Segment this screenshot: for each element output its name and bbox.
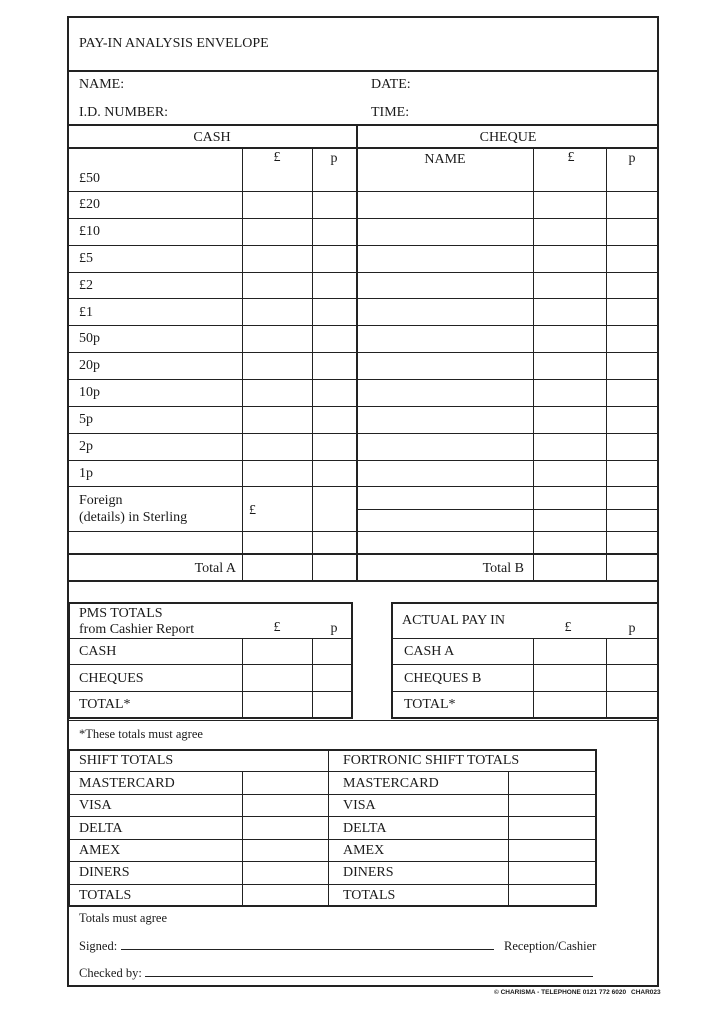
row-line [68, 531, 658, 532]
denomination-label: 2p [79, 439, 93, 454]
pms-row-label: CASH [79, 644, 117, 659]
cash-cheque-divider [356, 125, 358, 581]
denomination-label: 10p [79, 385, 100, 400]
divider [68, 70, 658, 72]
row-line [69, 861, 596, 862]
denomination-label: £1 [79, 305, 93, 320]
signed-label: Signed: [79, 939, 118, 953]
pms-row-label: TOTAL* [79, 697, 131, 712]
denomination-label: £10 [79, 224, 100, 239]
footer-code: CHAR023 [631, 989, 661, 996]
checked-by-label: Checked by: [79, 966, 142, 980]
denomination-label: £2 [79, 278, 93, 293]
cash-pence-line [312, 148, 313, 580]
date-field[interactable] [420, 74, 650, 94]
signed-role: Reception/Cashier [504, 939, 597, 953]
row-line [68, 245, 658, 246]
actual-row-label: CHEQUES B [404, 671, 482, 686]
fortronic-row-label: DELTA [343, 821, 387, 836]
fortronic-row-label: DINERS [343, 865, 394, 880]
cash-pence-header: p [330, 151, 338, 166]
row-line [68, 352, 658, 353]
row-line [392, 664, 658, 665]
cheque-pence-header: p [628, 151, 636, 166]
row-line [68, 325, 658, 326]
name-label: NAME: [79, 77, 125, 92]
denomination-label: £20 [79, 197, 100, 212]
actual-pounds-line [533, 638, 534, 718]
date-label: DATE: [371, 77, 411, 92]
row-line [357, 509, 658, 510]
row-line [392, 638, 658, 639]
row-line [392, 691, 658, 692]
row-line [68, 272, 658, 273]
pms-pence-header: p [330, 621, 338, 636]
shift-row-label: MASTERCARD [79, 776, 175, 791]
fortronic-row-label: AMEX [343, 843, 385, 858]
denomination-label: 1p [79, 466, 93, 481]
actual-pence-header: p [628, 621, 636, 636]
foreign-label-details: (details) in Sterling [79, 510, 188, 525]
actual-pay-in-title: ACTUAL PAY IN [402, 613, 505, 628]
row-line [68, 460, 658, 461]
shift-totals-header: SHIFT TOTALS [79, 753, 174, 768]
pms-pounds-line [242, 638, 243, 718]
totals-note: Totals must agree [79, 911, 167, 925]
row-line [69, 884, 596, 885]
row-line [69, 816, 596, 817]
foreign-currency-symbol: £ [249, 503, 256, 518]
row-line [69, 691, 351, 692]
row-line [69, 839, 596, 840]
denomination-label: £50 [79, 171, 100, 186]
shift-row-label: DINERS [79, 865, 130, 880]
actual-pounds-header: £ [564, 620, 572, 635]
shift-row-label: VISA [79, 798, 112, 813]
footer-copyright: © CHARISMA - TELEPHONE 0121 772 6020 [494, 989, 627, 996]
row-line [68, 406, 658, 407]
signed-line[interactable] [121, 949, 494, 950]
actual-row-label: TOTAL* [404, 697, 456, 712]
agree-note: *These totals must agree [79, 727, 203, 741]
row-line [69, 664, 351, 665]
divider [68, 720, 658, 721]
row-line [68, 553, 658, 555]
divider [68, 147, 658, 149]
row-line [68, 486, 658, 487]
row-line [68, 191, 658, 192]
total-a-label: Total A [194, 561, 236, 576]
cash-pounds-header: £ [273, 150, 281, 165]
fortronic-row-label: MASTERCARD [343, 776, 439, 791]
checked-by-line[interactable] [145, 976, 593, 977]
fortronic-row-label: TOTALS [343, 888, 396, 903]
fortronic-row-label: VISA [343, 798, 376, 813]
cash-header: CASH [193, 130, 231, 145]
shift-row-label: DELTA [79, 821, 123, 836]
pms-title: PMS TOTALS [79, 606, 163, 621]
shift-row-label: AMEX [79, 843, 121, 858]
row-line [68, 298, 658, 299]
shift-row-label: TOTALS [79, 888, 132, 903]
cheque-pounds-header: £ [567, 150, 575, 165]
time-label: TIME: [371, 105, 410, 120]
divider [68, 124, 658, 126]
row-line [68, 433, 658, 434]
denomination-label: 20p [79, 358, 100, 373]
row-line [69, 638, 351, 639]
cheque-header: CHEQUE [479, 130, 537, 145]
cheque-pence-line [606, 148, 607, 580]
total-b-label: Total B [482, 561, 524, 576]
id-number-field[interactable] [175, 102, 360, 122]
id-number-label: I.D. NUMBER: [79, 105, 169, 120]
denomination-label: 50p [79, 331, 100, 346]
form-title: PAY-IN ANALYSIS ENVELOPE [79, 36, 269, 51]
shift-fortronic-divider [328, 750, 329, 906]
row-line [68, 379, 658, 380]
fortronic-header: FORTRONIC SHIFT TOTALS [343, 753, 520, 768]
denomination-label: £5 [79, 251, 93, 266]
row-line [68, 218, 658, 219]
actual-row-label: CASH A [404, 644, 455, 659]
name-field[interactable] [150, 74, 360, 94]
pms-row-label: CHEQUES [79, 671, 144, 686]
cheque-name-header: NAME [424, 152, 466, 167]
time-field[interactable] [420, 102, 650, 122]
denomination-label: 5p [79, 412, 93, 427]
pms-pounds-header: £ [273, 620, 281, 635]
row-line [69, 771, 596, 772]
pms-subtitle: from Cashier Report [79, 622, 195, 637]
cash-pounds-line [242, 148, 243, 580]
row-line [69, 794, 596, 795]
pms-pence-line [312, 638, 313, 718]
cheque-pounds-line [533, 148, 534, 580]
foreign-label: Foreign [79, 493, 123, 508]
row-line [68, 580, 658, 582]
actual-pence-line [606, 638, 607, 718]
